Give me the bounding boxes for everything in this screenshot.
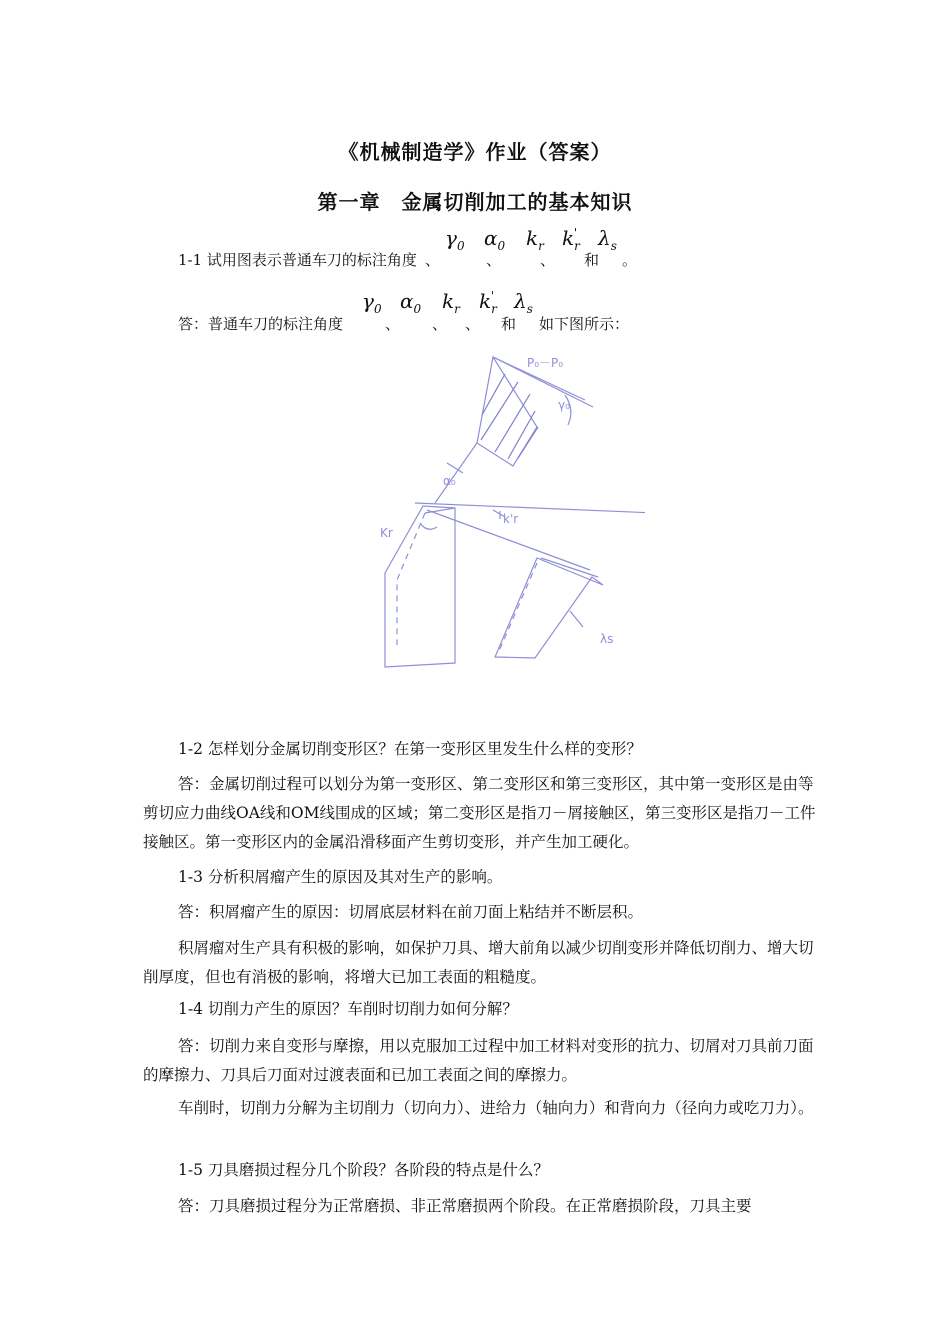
answer-1-3: 答：积屑瘤产生的原因：切屑底层材料在前刀面上粘结并不断层积。 bbox=[178, 903, 644, 921]
gamma0-symbol: $\gamma_0$ bbox=[445, 226, 465, 253]
document-title: 《机械制造学》作业（答案） bbox=[338, 140, 612, 164]
p0-label: P₀－P₀ bbox=[527, 356, 564, 370]
clearance-line bbox=[435, 443, 477, 503]
separator: 、 bbox=[540, 251, 556, 269]
question-1-5: 1-5 刀具磨损过程分几个阶段？各阶段的特点是什么？ bbox=[178, 1161, 549, 1179]
question-1-3: 1-3 分析积屑瘤产生的原因及其对生产的影响。 bbox=[178, 868, 503, 886]
answer-1-4-decomposition: 车削时，切削力分解为主切削力（切向力）、进给力（轴向力）和背向力（径向力或吃刀力）。 bbox=[178, 1099, 814, 1117]
kr-symbol: $k_r$ bbox=[526, 226, 544, 253]
answer-1-2: 答：金属切削过程可以划分为第一变形区、第二变形区和第三变形区，其中第一变形区是由等剪切应力曲线OA线和OM线围成的区域；第二变形区是指刀－屑接触区，第三变形区是指刀－工件接触区。第一变形区内的金属沿滑移面产生剪切变形，并产生加工硬化。 bbox=[143, 775, 816, 851]
answer-1-3-effects: 积屑瘤对生产具有积极的影响，如保护刀具、增大前角以减少切削变形并降低切削力、增大切削厚度，但也有消极的影响，将增大已加工表面的粗糙度。 bbox=[143, 939, 814, 986]
gamma-label: γ₀ bbox=[558, 398, 570, 412]
lambda-s-symbol: $\lambda_s$ bbox=[598, 226, 617, 253]
separator: 、 bbox=[432, 315, 448, 333]
alpha0-symbol: $\alpha_0$ bbox=[484, 226, 506, 253]
kr-symbol: $k_r$ bbox=[442, 289, 460, 316]
kr-prime-label: k'r bbox=[503, 512, 519, 526]
lambda-arc bbox=[570, 611, 583, 627]
lambda-s-symbol: $\lambda_s$ bbox=[514, 289, 533, 316]
end-mark: 。 bbox=[622, 251, 638, 269]
and-word: 和 bbox=[584, 251, 600, 269]
lambda-label: λs bbox=[600, 632, 614, 646]
chapter-heading: 第一章 金属切削加工的基本知识 bbox=[317, 190, 633, 214]
separator: 、 bbox=[385, 315, 401, 333]
kr-prime-symbol: $k_r'$ bbox=[479, 289, 497, 316]
turning-tool-angle-figure bbox=[355, 345, 645, 685]
kr-arc bbox=[420, 523, 437, 529]
answer-1-4: 答：切削力来自变形与摩擦，用以克服加工过程中加工材料对变形的抗力、切屑对刀具前刀面的摩擦力、刀具后刀面对过渡表面和已加工表面之间的摩擦力。 bbox=[143, 1037, 814, 1084]
separator: 、 bbox=[425, 251, 441, 269]
separator: 、 bbox=[486, 251, 502, 269]
kr-prime-symbol: $k_r'$ bbox=[562, 226, 580, 253]
question-1-4: 1-4 切削力产生的原因？车削时切削力如何分解？ bbox=[178, 1000, 518, 1018]
answer-1-1-text: 答：普通车刀的标注角度 bbox=[178, 315, 344, 333]
question-1-1-text: 1-1 试用图表示普通车刀的标注角度 bbox=[178, 251, 417, 269]
question-1-2: 1-2 怎样划分金属切削变形区？在第一变形区里发生什么样的变形？ bbox=[178, 740, 642, 758]
separator: 、 bbox=[465, 315, 481, 333]
kr-label: Kr bbox=[380, 526, 393, 540]
gamma0-symbol: $\gamma_0$ bbox=[362, 289, 382, 316]
answer-end-text: 如下图所示： bbox=[539, 315, 630, 333]
and-word: 和 bbox=[501, 315, 517, 333]
answer-1-5: 答：刀具磨损过程分为正常磨损、非正常磨损两个阶段。在正常磨损阶段，刀具主要 bbox=[178, 1197, 752, 1215]
alpha0-symbol: $\alpha_0$ bbox=[400, 289, 422, 316]
alpha-label: α₀ bbox=[443, 474, 456, 488]
tool-body bbox=[385, 506, 455, 667]
